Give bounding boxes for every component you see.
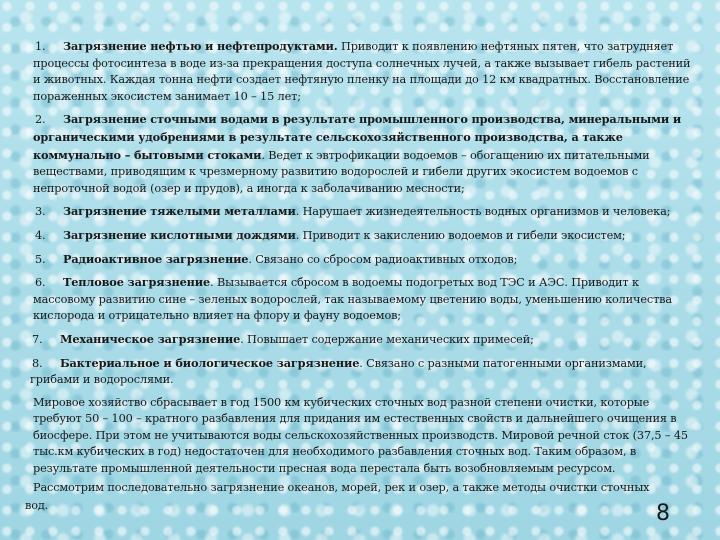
list-item-heavy-metals: [33, 203, 695, 221]
list-item-text: . Приводит к закислению водоемов и гибели экосистем;: [295, 228, 626, 242]
list-item-title: Тепловое загрязнение: [63, 275, 211, 290]
paragraph-consider: Рассмотрим последовательно загрязнение океанов, морей, рек и озер, а также методы очистки сточных: [33, 480, 650, 494]
list-item-text: Приводит к появлению нефтяных пятен, что затрудняет процессы фотосинтеза в воде из-за прекращения доступа солнечных лучей, а также вызывает гибель растений и животных. Каждая тонна нефти создает нефтяную пленку на площади до 12 км квадратных. Восстановление пораженных экосистем занимает 10 – 15 лет;: [33, 40, 691, 103]
list-item-title: Загрязнение нефтью и нефтепродуктами.: [63, 39, 338, 53]
list-item-text: . Связано с разными патогенными организмами, грибами и водорослями.: [30, 356, 647, 387]
list-item-text: . Вызывается сбросом в водоемы подогретых вод ТЭС и АЭС. Приводит к массовому развитию сине – зеленых водорослей, так называемому цветению воды, уменьшению количества кислорода и отрицательно влияет на флору и фауну водоемов;: [33, 276, 672, 323]
list-item-oil-pollution: [33, 38, 695, 105]
list-item-text: . Ведет к эвтрофикации водоемов – обогащению их питательными веществами, приводящим к чрезмерному развитию водорослей и гибели других экосистем водоемов с непроточной водой (озер и прудов), а иногда к заболачиванию месности;: [33, 148, 650, 195]
slide-content: [25, 38, 695, 517]
list-item-title: Загрязнение кислотными дождями: [63, 227, 296, 242]
list-item-title: Загрязнение тяжелыми металлами: [63, 204, 296, 219]
list-item-number: 3.: [35, 205, 46, 219]
list-item-number: 4.: [35, 228, 46, 242]
list-item-number: 1.: [35, 40, 46, 53]
paragraph-wastewater-volume: Мировое хозяйство сбрасывает в год 1500 км кубических сточных вод разной степени очистки, которые требуют 50 – 100 – кратного разбавления для придания им естественных свойств и дальнейшего очищения в биосфере. При этом не учитываются воды сельскохозяйственных производств. Мировой речной сток (37,5 – 45 тыс.км кубических в год) недостаточен для необходимого разбавления сточных вод. Таким образом, в результате промышленной деятельности пресная вода перестала быть возобновляемым ресурсом.: [33, 395, 688, 476]
list-item-text: . Повышает содержание механических примесей;: [240, 332, 534, 346]
list-item-title: Бактериальное и биологическое загрязнение: [60, 355, 360, 370]
list-item-wastewater-pollution: [33, 111, 695, 197]
list-item-number: 2.: [35, 113, 46, 127]
list-item-title: Механическое загрязнение: [60, 331, 241, 346]
list-item-title: Загрязнение сточными водами в результате промышленного производства, минеральными и органическими удобрениями в результате сельскохозяйственного производства, а также коммунально – бытовыми стоками: [33, 112, 682, 162]
list-item-bacterial: [30, 355, 695, 389]
list-item-number: 7.: [32, 332, 43, 346]
list-item-number: 6.: [35, 276, 46, 290]
paragraph-ending: вод.: [25, 499, 49, 513]
list-item-number: 5.: [35, 252, 46, 266]
list-item-title: Радиоактивное загрязнение: [63, 251, 249, 266]
list-item-radioactive: [33, 251, 695, 269]
list-item-thermal: [33, 274, 695, 325]
list-item-text: . Связано со сбросом радиоактивных отходов;: [248, 252, 518, 266]
page-number: 8: [656, 501, 670, 526]
list-item-acid-rain: [33, 227, 695, 245]
list-item-mechanical: [30, 331, 695, 349]
list-item-number: 8.: [32, 356, 43, 370]
list-item-text: . Нарушает жизнедеятельность водных организмов и человека;: [295, 205, 671, 219]
